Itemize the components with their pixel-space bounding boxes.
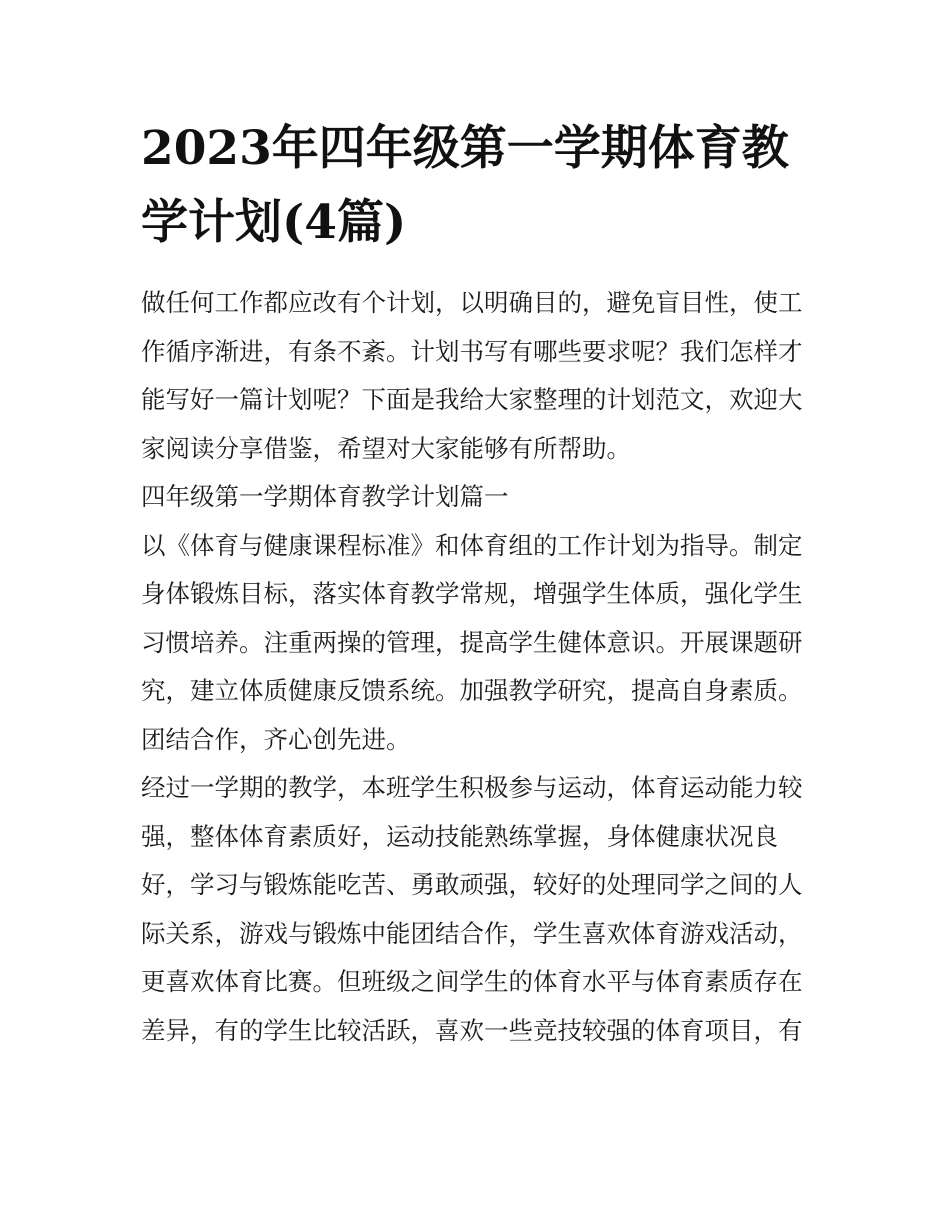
intro-paragraph: 做任何工作都应改有个计划，以明确目的，避免盲目性，使工作循序渐进，有条不紊。计划书写有哪些要求呢？我们怎样才能写好一篇计划呢？下面是我给大家整理的计划范文，欢迎大家阅读分享借鉴，希望对大家能够有所帮助。 bbox=[141, 288, 803, 463]
body-paragraph: 经过一学期的教学，本班学生积极参与运动，体育运动能力较强，整体体育素质好，运动技能熟练掌握，身体健康状况良好，学习与锻炼能吃苦、勇敢顽强，较好的处理同学之间的人际关系，游戏与锻炼中能团结合作，学生喜欢体育游戏活动，更喜欢体育比赛。但班级之间学生的体育水平与体育素质存在差异，有的学生比较活跃，喜欢一些竞技较强的体育项目，有 bbox=[141, 773, 803, 1045]
document-title: 2023年四年级第一学期体育教学计划(4篇) bbox=[141, 121, 789, 250]
section-heading: 四年级第一学期体育教学计划篇一 bbox=[141, 482, 509, 511]
document-body bbox=[141, 279, 821, 1055]
body-paragraph: 以《体育与健康课程标准》和体育组的工作计划为指导。制定身体锻炼目标，落实体育教学常规，增强学生体质，强化学生习惯培养。注重两操的管理，提高学生健体意识。开展课题研究，建立体质健康反馈系统。加强教学研究，提高自身素质。团结合作，齐心创先进。 bbox=[141, 530, 803, 754]
